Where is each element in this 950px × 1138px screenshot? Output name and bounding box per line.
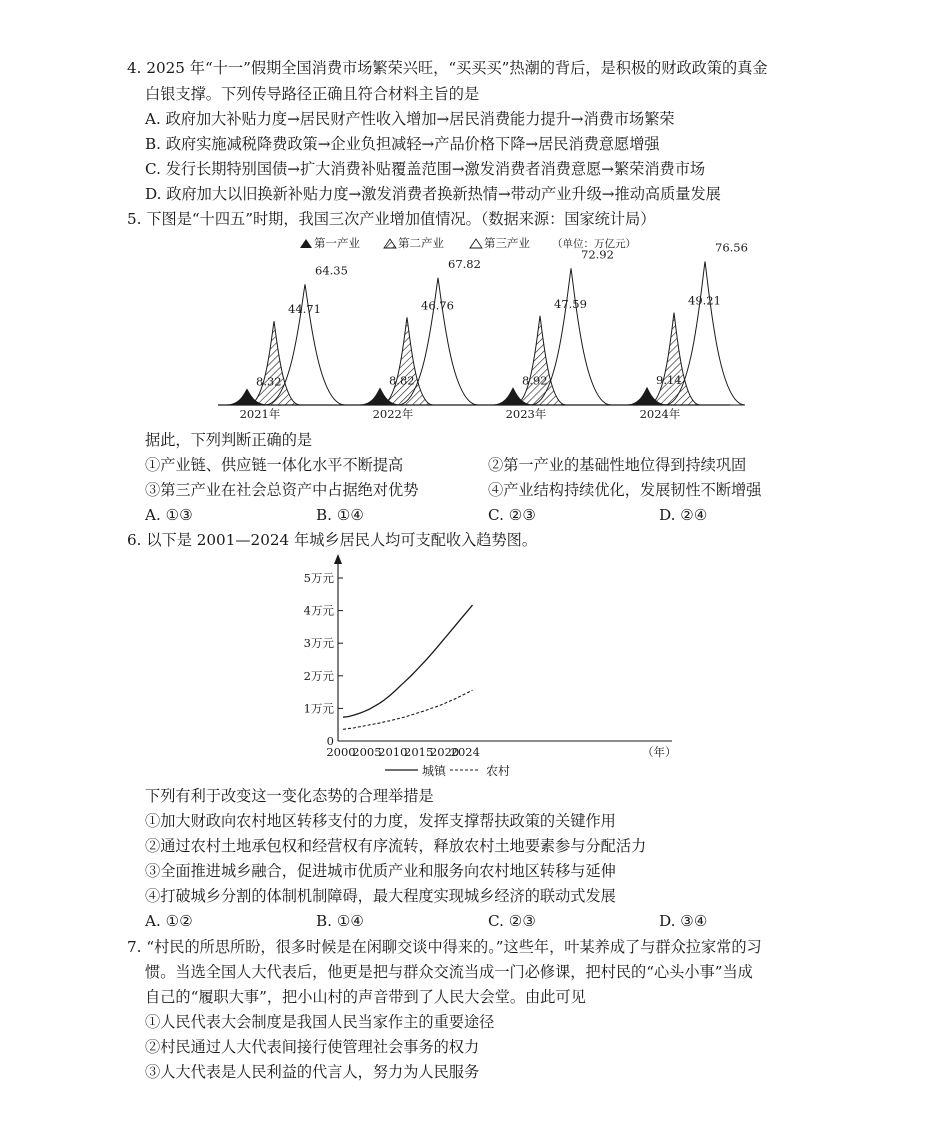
value-label-tertiary-4: 76.56 [715, 240, 748, 255]
q7-line-2: 惯。当选全国人大代表后，他更是把与群众交流当成一门必修课，把村民的“心头小事”当成 [145, 963, 753, 981]
legend-tertiary-icon [470, 239, 482, 248]
legend-tertiary-label: 第三产业 [484, 236, 530, 250]
q6-option-b: B. ①④ [316, 912, 365, 930]
y-tick-label-0: 0 [326, 734, 334, 748]
value-label-tertiary-3: 72.92 [581, 247, 614, 262]
y-tick-label-2: 2万元 [303, 668, 334, 683]
value-label-secondary-4: 49.21 [688, 293, 721, 308]
value-label-secondary-2: 46.76 [421, 298, 454, 313]
y-axis-arrow-icon [334, 554, 342, 564]
legend-secondary-label: 第二产业 [398, 236, 444, 250]
q4-option-c: C. 发行长期特别国债→扩大消费补贴覆盖范围→激发消费者消费意愿→繁荣消费市场 [145, 160, 706, 178]
q5-option-d: D. ②④ [659, 506, 708, 524]
value-label-primary-4: 9.14 [656, 372, 682, 387]
q6-after: 下列有利于改变这一变化态势的合理举措是 [145, 787, 434, 805]
q6-statement-2: ②通过农村土地承包权和经营权有序流转，释放农村土地要素参与分配活力 [145, 837, 647, 855]
q5-after: 据此，下列判断正确的是 [145, 431, 313, 449]
q6-option-d: D. ③④ [659, 912, 708, 930]
q7-statement-3: ③人大代表是人民利益的代言人，努力为人民服务 [145, 1063, 480, 1081]
value-label-tertiary-1: 64.35 [315, 263, 348, 278]
q6-stem: 6. 以下是 2001—2024 年城乡居民人均可支配收入趋势图。 [127, 531, 538, 549]
q7-statement-2: ②村民通过人大代表间接行使管理社会事务的权力 [145, 1038, 480, 1056]
legend-secondary-icon [384, 239, 396, 248]
q6-statement-1: ①加大财政向农村地区转移支付的力度，发挥支撑帮扶政策的关键作用 [145, 812, 616, 830]
y-tick-label-4: 4万元 [303, 603, 334, 618]
income-legend [385, 763, 510, 778]
q4-option-a: A. 政府加大补贴力度→居民财产性收入增加→居民消费能力提升→消费市场繁荣 [145, 110, 675, 128]
q6-option-c: C. ②③ [488, 912, 536, 930]
y-tick-label-1: 1万元 [303, 701, 334, 716]
chart-unit: （单位：万亿元） [552, 238, 636, 250]
q4-option-d: D. 政府加大以旧换新补贴力度→激发消费者换新热情→带动产业升级→推动高质量发展 [145, 185, 721, 203]
q5-statement-3: ③第三产业在社会总资产中占据绝对优势 [145, 481, 419, 499]
category-label-3: 2023年 [505, 407, 547, 421]
q6-statement-4: ④打破城乡分割的体制机制障碍，最大程度实现城乡经济的联动式发展 [145, 887, 616, 905]
q6-option-a: A. ①② [145, 912, 193, 930]
q4-line-1: 4. 2025 年“十一”假期全国消费市场繁荣兴旺，“买买买”热潮的背后，是积极的财政政策的真金 [127, 59, 768, 77]
x-tick-label-5: 2024 [450, 745, 480, 759]
legend-primary-label: 第一产业 [314, 236, 360, 250]
q7-statement-1: ①人民代表大会制度是我国人民当家作主的重要途径 [145, 1013, 495, 1031]
value-label-secondary-1: 44.71 [288, 302, 321, 317]
x-tick-label-0: 2000 [326, 745, 356, 759]
q6-statement-3: ③全面推进城乡融合，促进城市优质产业和服务向农村地区转移与延伸 [145, 862, 616, 880]
legend-rural-label: 农村 [486, 764, 511, 778]
category-label-1: 2021年 [239, 407, 281, 421]
value-label-tertiary-2: 67.82 [448, 256, 481, 271]
value-label-secondary-3: 47.59 [554, 296, 587, 311]
value-label-primary-3: 8.92 [522, 373, 548, 388]
industry-chart [200, 228, 760, 424]
q5-option-a: A. ①③ [145, 506, 193, 524]
rural-income-line [343, 690, 473, 729]
q7-line-3: 自己的“履职大事”，把小山村的声音带到了人民大会堂。由此可见 [145, 988, 586, 1006]
q4-line-2: 白银支撑。下列传导路径正确且符合材料主旨的是 [145, 85, 480, 103]
x-tick-label-1: 2005 [352, 745, 382, 759]
q5-stem: 5. 下图是“十四五”时期，我国三次产业增加值情况。（数据来源：国家统计局） [127, 210, 656, 228]
q5-statement-2: ②第一产业的基础性地位得到持续巩固 [488, 456, 747, 474]
y-tick-label-5: 5万元 [303, 571, 334, 585]
income-chart [290, 550, 690, 785]
category-label-2: 2022年 [372, 407, 414, 421]
value-label-primary-2: 8.82 [389, 373, 415, 388]
q7-line-1: 7. “村民的所思所盼，很多时候是在闲聊交谈中得来的。”这些年，叶某养成了与群众拉家常的习 [127, 938, 762, 956]
y-tick-label-3: 3万元 [303, 636, 334, 651]
urban-income-line [343, 605, 473, 717]
q5-option-c: C. ②③ [488, 506, 536, 524]
x-tick-label-3: 2015 [404, 745, 434, 759]
x-unit-label: （年） [642, 745, 677, 759]
legend-primary-icon [300, 239, 312, 248]
q5-statement-1: ①产业链、供应链一体化水平不断提高 [145, 456, 404, 474]
value-label-primary-1: 8.32 [256, 374, 282, 389]
category-label-4: 2024年 [639, 407, 681, 421]
x-tick-label-2: 2010 [378, 745, 408, 759]
legend-urban-label: 城镇 [422, 764, 447, 778]
x-tick-label-4: 2020 [429, 745, 460, 759]
q4-option-b: B. 政府实施减税降费政策→企业负担减轻→产品价格下降→居民消费意愿增强 [145, 135, 660, 153]
q5-option-b: B. ①④ [316, 506, 365, 524]
q5-statement-4: ④产业结构持续优化，发展韧性不断增强 [488, 481, 762, 499]
